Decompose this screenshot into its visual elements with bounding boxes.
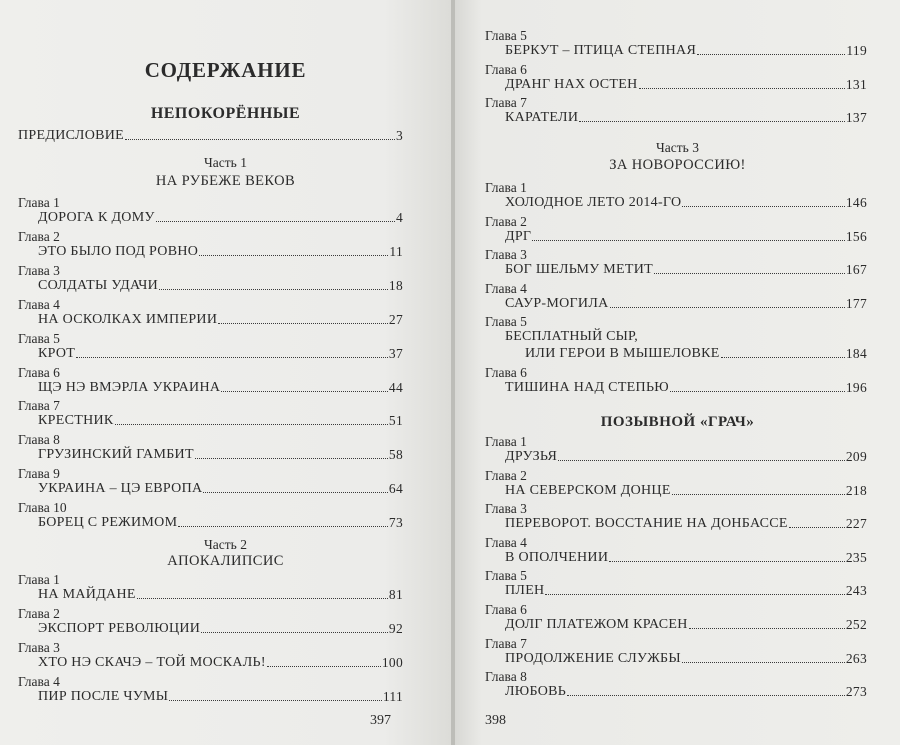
entry-title: БЕРКУТ – ПТИЦА СТЕПНАЯ [505,43,697,58]
entry-page: 252 [845,617,867,632]
chapter-label: Глава 2 [18,228,60,244]
chapter-label: Глава 8 [485,669,527,685]
toc-entry[interactable] [505,110,867,126]
section-title: ПОЗЫВНОЙ «ГРАЧ» [600,414,755,430]
dot-leader [697,54,845,55]
entry-title: ХОЛОДНОЕ ЛЕТО 2014-ГО [505,195,682,210]
dot-leader [609,561,845,562]
dot-leader [721,357,845,358]
entry-title: ЭТО БЫЛО ПОД РОВНО [38,243,199,259]
toc-entry[interactable] [505,296,867,312]
entry-page: 64 [388,481,403,497]
chapter-label: Глава 3 [485,501,527,517]
entry-page: 111 [382,688,403,704]
chapter-label: Глава 1 [18,572,60,587]
dot-leader [267,666,381,667]
page-number: 397 [370,713,391,728]
entry-page: 137 [845,110,867,125]
entry-title: ПЕРЕВОРОТ. ВОССТАНИЕ НА ДОНБАССЕ [505,516,788,532]
chapter-label: Глава 2 [18,605,60,621]
toc-entry[interactable] [38,346,403,362]
part-label: Часть 3 [656,140,699,155]
toc-entry[interactable] [38,481,403,497]
dot-leader [789,527,845,528]
entry-page: 235 [845,549,867,565]
entry-title: КРОТ [38,345,76,361]
entry-title: БОГ ШЕЛЬМУ МЕТИТ [505,262,653,277]
dot-leader [579,121,845,122]
entry-page: 184 [845,346,867,361]
toc-entry[interactable] [38,587,403,603]
toc-entry[interactable] [38,380,403,396]
entry-page: 18 [388,277,403,293]
toc-entry[interactable] [38,689,403,705]
dot-leader [156,221,395,222]
entry-page: 243 [845,583,867,599]
entry-title: СОЛДАТЫ УДАЧИ [38,277,159,293]
chapter-label: Глава 3 [485,247,527,262]
chapter-label: Глава 6 [18,364,60,380]
entry-title: САУР-МОГИЛА [505,295,609,311]
chapter-label: Глава 7 [485,635,527,651]
entry-title: НА СЕВЕРСКОМ ДОНЦЕ [505,482,671,498]
entry-title: ЛЮБОВЬ [505,684,567,700]
chapter-label: Глава 6 [485,602,527,617]
entry-page: 58 [388,447,403,463]
entry-page: 100 [381,654,403,670]
entry-title: ДРУЗЬЯ [505,449,558,464]
toc-entry[interactable] [38,278,403,294]
toc-entry[interactable] [505,43,867,59]
dot-leader [639,88,845,89]
entry-title: ДРГ [505,228,532,244]
toc-entry-preface[interactable] [18,128,403,144]
entry-page: 51 [388,413,403,429]
chapter-label: Глава 9 [18,466,60,482]
part-label: Часть 2 [204,537,247,552]
toc-entry[interactable] [505,651,867,667]
entry-title: НА МАЙДАНЕ [38,587,136,602]
toc-entry[interactable] [505,77,867,93]
entry-title: КАРАТЕЛИ [505,110,579,125]
toc-entry[interactable] [38,655,403,671]
dot-leader [654,273,845,274]
dot-leader [159,289,388,290]
entry-page: 37 [388,345,403,361]
entry-title: ДОРОГА К ДОМУ [38,210,155,225]
part-title: ЗА НОВОРОССИЮ! [609,157,746,173]
toc-entry[interactable] [505,516,867,532]
entry-title: ИЛИ ГЕРОИ В МЫШЕЛОВКЕ [525,346,720,361]
entry-page: 263 [845,650,867,666]
toc-entry[interactable] [505,583,867,599]
toc-entry[interactable] [38,244,403,260]
entry-page: 218 [845,482,867,498]
entry-page: 167 [845,262,867,277]
entry-title: ПРЕДИСЛОВИЕ [18,128,125,143]
chapter-label: Глава 5 [485,314,527,329]
entry-title: ДОЛГ ПЛАТЕЖОМ КРАСЕН [505,617,688,632]
dot-leader [218,323,388,324]
entry-title: ПЛЕН [505,583,545,599]
chapter-label: Глава 5 [485,568,527,584]
entry-page: 156 [845,228,867,244]
chapter-label: Глава 4 [18,296,60,312]
entry-page: 131 [845,76,867,92]
entry-page: 3 [395,128,403,143]
part-title: НА РУБЕЖЕ ВЕКОВ [155,173,296,189]
entry-title: КРЕСТНИК [38,413,114,429]
entry-page: 92 [388,620,403,636]
toc-entry[interactable] [38,210,403,226]
chapter-label: Глава 2 [485,467,527,483]
dot-leader [199,255,388,256]
toc-entry[interactable] [38,515,403,531]
chapter-label: Глава 7 [18,398,60,414]
chapter-label: Глава 7 [485,95,527,110]
entry-title: ГРУЗИНСКИЙ ГАМБИТ [38,447,194,463]
dot-leader [203,492,387,493]
toc-entry[interactable] [505,449,867,465]
dot-leader [532,240,845,241]
toc-entry[interactable] [38,447,403,463]
entry-page: 227 [845,516,867,532]
toc-entry[interactable] [38,413,403,429]
dot-leader [545,594,844,595]
toc-entry[interactable] [525,346,867,362]
chapter-label: Глава 5 [18,330,60,346]
chapter-label: Глава 1 [485,434,527,449]
entry-title: УКРАИНА – ЦЭ ЕВРОПА [38,481,203,497]
section-title: НЕПОКОРЁННЫЕ [150,105,301,122]
chapter-label: Глава 5 [485,28,527,43]
dot-leader [125,139,395,140]
page-number: 398 [485,713,506,728]
entry-title-line: БЕСПЛАТНЫЙ СЫР, [505,329,638,344]
entry-page: 209 [845,449,867,464]
toc-entry[interactable] [505,550,867,566]
entry-page: 44 [388,379,403,395]
chapter-label: Глава 4 [18,673,60,689]
dot-leader [672,494,845,495]
entry-title: ЩЭ НЭ ВМЭРЛА УКРАИНА [38,379,221,395]
entry-title: ПРОДОЛЖЕНИЕ СЛУЖБЫ [505,650,681,666]
toc-entry[interactable] [505,617,867,633]
entry-title: ПИР ПОСЛЕ ЧУМЫ [38,688,169,704]
part-title: АПОКАЛИПСИС [167,553,284,569]
toc-entry[interactable] [38,621,403,637]
dot-leader [610,307,845,308]
dot-leader [567,695,845,696]
chapter-label: Глава 4 [485,280,527,296]
dot-leader [195,458,388,459]
chapter-label: Глава 3 [18,639,60,655]
dot-leader [682,662,845,663]
entry-title: ДРАНГ НАХ ОСТЕН [505,76,638,92]
dot-leader [682,206,844,207]
entry-page: 27 [388,311,403,327]
toc-entry[interactable] [505,195,867,211]
toc-entry[interactable] [505,262,867,278]
dot-leader [221,391,388,392]
entry-page: 146 [845,195,867,210]
entry-page: 177 [845,295,867,311]
dot-leader [137,598,388,599]
contents-heading: СОДЕРЖАНИЕ [144,58,307,82]
chapter-label: Глава 6 [485,61,527,77]
dot-leader [670,391,845,392]
entry-title: ТИШИНА НАД СТЕПЬЮ [505,379,669,395]
dot-leader [178,526,388,527]
entry-page: 11 [389,243,403,259]
chapter-label: Глава 3 [18,262,60,278]
entry-page: 196 [845,379,867,395]
chapter-label: Глава 1 [485,180,527,195]
toc-entry[interactable] [38,312,403,328]
chapter-label: Глава 4 [485,534,527,550]
dot-leader [169,700,382,701]
chapter-label: Глава 6 [485,364,527,380]
entry-title: ЭКСПОРТ РЕВОЛЮЦИИ [38,620,201,636]
dot-leader [689,628,845,629]
chapter-label: Глава 10 [18,500,67,516]
toc-entry[interactable] [505,483,867,499]
entry-title: БОРЕЦ С РЕЖИМОМ [38,515,178,531]
right-page [455,0,900,745]
dot-leader [115,424,388,425]
entry-page: 81 [388,587,403,602]
entry-page: 73 [388,515,403,531]
dot-leader [201,632,388,633]
entry-page: 273 [845,684,867,700]
dot-leader [76,357,388,358]
toc-entry[interactable] [505,229,867,245]
entry-page: 119 [846,43,867,58]
entry-title: В ОПОЛЧЕНИИ [505,549,609,565]
entry-page: 4 [395,210,403,225]
chapter-label: Глава 2 [485,213,527,229]
part-label: Часть 1 [204,155,247,170]
entry-title: ХТО НЭ СКАЧЭ – ТОЙ МОСКАЛЬ! [38,654,266,670]
toc-entry[interactable] [505,380,867,396]
toc-entry[interactable] [505,684,867,700]
chapter-label: Глава 1 [18,195,60,210]
dot-leader [558,460,845,461]
chapter-label: Глава 8 [18,432,60,448]
entry-title: НА ОСКОЛКАХ ИМПЕРИИ [38,311,218,327]
